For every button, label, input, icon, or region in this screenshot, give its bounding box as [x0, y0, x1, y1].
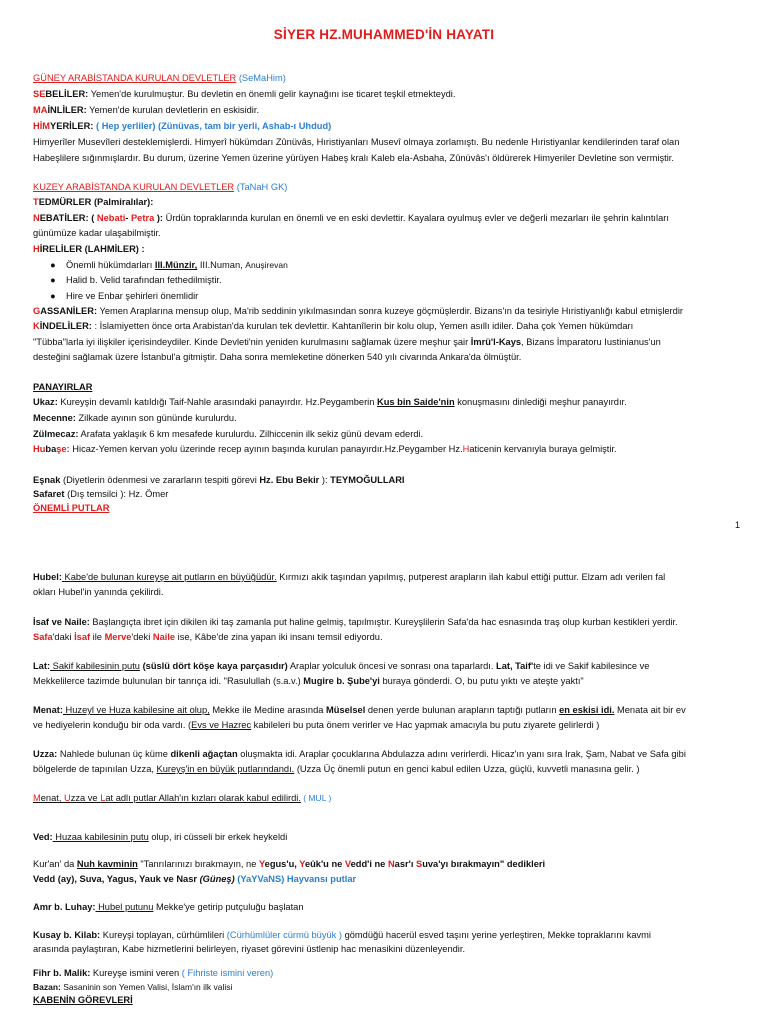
text-run: YERİLER: [50, 121, 94, 131]
entry-uzza [33, 747, 738, 762]
text-run: İRELİLER (LAHMİLER) : [39, 244, 145, 254]
text-run: Nuh kavminin [76, 859, 138, 869]
text-run: ): [154, 213, 164, 223]
text-run: oluşmakta idi. Araplar çocuklarına Abdulazza adını verirlerdi. Hicaz'ın yanı sıra Irak, Şam, Nabat ve Safa gibi [237, 749, 686, 759]
text-run: Lat: [33, 661, 51, 671]
entry-sebeliler [33, 87, 738, 102]
entry-lat [33, 659, 738, 674]
text-run: (TaNaH GK) [236, 182, 288, 192]
text-run: (süslü dört köşe kaya parçasıdır) [139, 661, 288, 671]
text-run: ise, Kâbe'de zina yapan iki insanı temsil ediyordu. [175, 632, 383, 642]
text-run: Sasaninin son Yemen Valisi, İslam'ın ilk valisi [60, 982, 233, 992]
text-run: konuşmasını dinlediği meşhur panayırdır. [454, 397, 627, 407]
text-run: Anuşirevan [245, 260, 288, 270]
entry-tedmurler [33, 195, 738, 210]
section-heading-putlar: ÖNEMLİ PUTLAR [33, 503, 110, 513]
text-run: M [33, 793, 41, 803]
text-run: N [387, 859, 395, 869]
hubel-continuation: okları Hubel'in yanında çekilirdi. [33, 587, 164, 597]
hireliler-bullet-2: Halid b. Velid tarafından fethedilmiştir. [66, 275, 222, 285]
text-run: Vedd (ay), Suva, Yagus, Yauk ve Nasr [33, 874, 200, 884]
page-number: 1 [735, 520, 741, 530]
text-run: KUZEY ARABİSTANDA KURULAN DEVLETLER [33, 182, 235, 192]
text-run: Kureyşi toplayan, cürhümlileri [100, 930, 227, 940]
text-run: buraya gönderdi. O, bu putu yıktı ve ateşte yaktı" [379, 676, 584, 686]
text-run: Zilkade ayının son gününde kurulurdu. [75, 413, 237, 423]
kindeliler-paragraph-3: desteğini sağlamak üzere İstanbul'a gitmiştir. Daha sonra memleketine dönerken 540 yılı civarında Ankara'da ölmüştür. [33, 352, 522, 362]
text-run: İNDELİLER: [39, 321, 92, 331]
text-run: İmrü'l-Kays [470, 337, 522, 347]
text-run: ve hediyelerin konduğu bir oda vardı. ( [33, 720, 192, 730]
text-run [33, 793, 301, 803]
text-run: şe: [56, 444, 70, 454]
entry-hireliler [33, 242, 738, 257]
text-run: en eskisi idi. [559, 705, 615, 715]
text-run: Başlangıçta ibret için dikilen iki taş zamanla put haline gelmiş, tapılmıştır. Kureyşlilerin Safa'da hac esnasında traş olup kurban kestikleri yerdir. [89, 617, 678, 627]
entry-esnak [33, 473, 738, 488]
bullet-icon: ● [50, 275, 56, 285]
text-run: edd'i ne [350, 859, 388, 869]
text-run: (Dış temsilci ): Hz. Ömer [64, 489, 169, 499]
text-run: gömdüğü hacerül esved taşını yerine yerleştiren, Mekke topraklarını kavmi [341, 930, 651, 940]
text-run: Hz. Ebu Bekir [259, 475, 320, 485]
text-run: bölgelerde de tapınılan Uzza, [33, 764, 157, 774]
text-run: Sakif kabilesinin putu [50, 661, 140, 671]
text-run: ( MUL ) [300, 793, 332, 803]
text-run: III.Münzir, [154, 260, 198, 270]
text-run: Ürdün topraklarında kurulan en önemli ve en eski devlettir. Kayalara oyulmuş evler ve değerli mezarları ile şehrin kalıntıları [163, 213, 669, 223]
text-run: Ukaz: [33, 397, 58, 407]
entry-kindeliler [33, 319, 738, 334]
nebatiler-continuation: günümüze kadar ulaşabilmiştir. [33, 228, 161, 238]
entry-zulmecaz [33, 427, 738, 442]
text-run: eûk'u ne [304, 859, 345, 869]
kusay-continuation: arasında paylaştıran, Kabe hizmetlerini belirleyen, riyaset görevini üstlenip hac menasikini düzenleyendir. [33, 944, 466, 954]
text-run: Evs ve Hazrec [191, 720, 252, 730]
text-run: Kureyşin devamlı katıldığı Taif-Nahle arasındaki panayırdır. Hz.Peygamberin [57, 397, 377, 407]
text-run: denen yerde bulunan arapların taptığı putların [365, 705, 560, 715]
text-run: Mekke'ye getirip putçuluğu başlatan [153, 902, 304, 912]
text-run: MA [33, 105, 48, 115]
hireliler-bullet-3: Hire ve Enbar şehirleri önemlidir [66, 291, 199, 301]
text-run: egus'u, [264, 859, 300, 869]
text-run: Safa [33, 632, 53, 642]
text-run: (YaYVaNS) [234, 874, 285, 884]
text-run: Huzaa kabilesinin putu [52, 832, 149, 842]
text-run: Mugire b. Şube'yi [303, 676, 380, 686]
entry-menat [33, 703, 738, 718]
text-run: Hicaz-Yemen kervan yolu üzerinde recep ayının başında kurulan panayırdır.Hz.Peygamber Hz. [69, 444, 463, 454]
text-run: at adlı putlar Allah'ın kızları olarak kabul edilirdi. [105, 793, 301, 803]
text-run: (Uzza Üç önemli putun en genci kabul edilen Uzza, güçlü, kuvvetli manasına gelir. ) [294, 764, 640, 774]
entry-mul [33, 791, 738, 806]
text-run: ASSANİLER: [40, 306, 98, 316]
text-run: Arafata yaklaşık 6 km mesafede kurulurdu. Zilhiccenin ilk sekiz günü devam ederdi. [78, 429, 424, 439]
text-run: Hubel putunu [95, 902, 154, 912]
text-run: İsaf [74, 632, 91, 642]
text-run: Kabe'de bulunan kureyşe ait putların en büyüğüdür. [61, 572, 277, 582]
text-run: Merve [104, 632, 132, 642]
text-run: 'deki [131, 632, 153, 642]
entry-fihr [33, 966, 738, 981]
text-run: Müselsel [326, 705, 366, 715]
text-run: zza ve [70, 793, 101, 803]
section-heading-kuzey [33, 180, 738, 195]
text-run: : İslamiyetten önce orta Arabistan'da kurulan tek devlettir. Kahtanîlerin bir kolu olup, Yemen asıllı idiler. Daha çok Yemen hükümdarı [91, 321, 634, 331]
himyeriler-paragraph-2: Habeşlilere sığınmışlardır. Bu durum, üzerine Yemen üzerine yürüyen Habeş kralı Kaleb ela-Asbaha, Zûnüvâs'ı öldürerek Himyeriler Devletine son vermiştir. [33, 153, 674, 163]
text-run: enat, [40, 793, 65, 803]
text-run: Amr b. Luhay: [33, 902, 96, 912]
text-run: Fihr b. Malik: [33, 968, 91, 978]
text-run: L [100, 793, 106, 803]
text-run: Lat, Taif' [496, 661, 534, 671]
isaf-naile-continuation [33, 630, 738, 645]
text-run: Mecenne: [33, 413, 76, 423]
text-run: Nebati [96, 213, 126, 223]
text-run: H [462, 444, 470, 454]
entry-safaret [33, 487, 738, 502]
text-run: EDMÜRLER (Palmiralılar): [38, 197, 154, 207]
text-run: Yemen Araplarına mensup olup, Ma'rib seddinin yıkılmasından sonra kuzeye göçmüşlerdir. Bizans'ın da tesiriyle Hıristiyanlığı kabul etmişlerdir [97, 306, 683, 316]
text-run: "Tanrılarınızı bırakmayın, ne [137, 859, 259, 869]
text-run: Kırmızı akik taşından yapılmış, putperest arapların ilah kabul ettiği puttur. Elzam adı verilen fal [276, 572, 666, 582]
text-run: SE [33, 89, 46, 99]
text-run: Kur'an' da [33, 859, 77, 869]
text-run: Mekke ile Medine arasında [209, 705, 327, 715]
text-run: HİM [33, 121, 51, 131]
entry-amr-luhay [33, 900, 738, 915]
text-run: İNLİLER: [47, 105, 87, 115]
text-run: Önemli hükümdarları [66, 260, 155, 270]
text-run: Kusay b. Kilab: [33, 930, 101, 940]
text-run: Eşnak [33, 475, 61, 485]
text-run: İsaf ve Naile: [33, 617, 90, 627]
document-title: SİYER HZ.MUHAMMED'İN HAYATI [273, 27, 495, 42]
entry-kusay [33, 928, 738, 943]
entry-hubel [33, 570, 738, 585]
text-run: - [125, 213, 131, 223]
hireliler-bullet-1 [66, 258, 288, 273]
text-run: TEYMOĞULLARI [330, 475, 405, 485]
text-run: G [33, 306, 41, 316]
kindeliler-paragraph-2 [33, 335, 738, 350]
text-run: "Tübba"larla iyi ilişkiler içerisindeydiler. Kinde Devleti'nin yeniden kurulmasını sağlamak üzere meşhur şair [33, 337, 471, 347]
text-run: Kureyş'in en büyük putlarındandı. [156, 764, 295, 774]
text-run: Yemen'de kurulmuştur. Bu devletin en önemli gelir kaynağını ise ticaret teşkil etmekteydi. [88, 89, 456, 99]
entry-gassaniler [33, 304, 738, 319]
text-run: Hubel: [33, 572, 62, 582]
text-run: T [33, 197, 39, 207]
text-run: GÜNEY ARABİSTANDA KURULAN DEVLETLER [33, 73, 237, 83]
text-run: H [33, 244, 40, 254]
text-run: Safaret [33, 489, 65, 499]
text-run: Uzza: [33, 749, 58, 759]
entry-nebatiler [33, 211, 738, 226]
entry-vedd-putlar [33, 872, 738, 887]
text-run: Naile [152, 632, 176, 642]
entry-ukaz [33, 395, 738, 410]
text-run: (Diyetlerin ödenmesi ve zararların tespiti görevi [60, 475, 260, 485]
entry-hubase [33, 442, 738, 457]
text-run: Y [258, 859, 265, 869]
text-run: (SeMaHim) [238, 73, 286, 83]
section-heading-panayirlar: PANAYIRLAR [33, 382, 93, 392]
text-run: , Bizans İmparatoru Iustinianus'un [521, 337, 661, 347]
text-run: Y [299, 859, 305, 869]
text-run: dikenli ağaçtan [170, 749, 238, 759]
text-run: Araplar yolculuk öncesi ve sonrası ona taparlardı. [287, 661, 497, 671]
text-run: Nahlede bulunan üç küme [57, 749, 171, 759]
text-run: N [33, 213, 40, 223]
entry-isaf-naile [33, 615, 738, 630]
bullet-icon: ● [50, 291, 56, 301]
bullet-icon: ● [50, 260, 56, 270]
text-run: K [33, 321, 40, 331]
text-run: kabileleri bu puta önem verirler ve Hac yapmak amacıyla bu putu ziyarete gelirlerdi ) [251, 720, 600, 730]
text-run: III.Numan, [197, 260, 246, 270]
section-heading-kabe: KABENİN GÖREVLERİ [33, 995, 133, 1005]
text-run: Petra [130, 213, 155, 223]
text-run: Bazan: [33, 982, 61, 992]
lat-continuation [33, 674, 738, 689]
text-run: te idi ve Sakif kabilesince ve [533, 661, 650, 671]
section-heading-guney [33, 71, 738, 86]
text-run: Mekkelilerce tazimde bulunulan bir tanrıça idi. "Rasulullah (s.a.v.) [33, 676, 304, 686]
text-run: Kus bin Saide'nin [377, 397, 455, 407]
text-run: aticenin kervanıyla buraya gelmiştir. [469, 444, 617, 454]
text-run: ( Hep yerliler) (Zünüvas, tam bir yerli, Ashab-ı Uhdud) [93, 121, 332, 131]
text-run: olup, iri cüsseli bir erkek heykeldi [148, 832, 288, 842]
text-run: BELİLER: [45, 89, 89, 99]
text-run: Huzeyl ve Huza kabilesine ait olup, [62, 705, 210, 715]
text-run: uva'yı bırakmayın" dedikleri [422, 859, 546, 869]
text-run: Yemen'de kurulan devletlerin en eskisidir. [86, 105, 260, 115]
text-run: 'daki [52, 632, 75, 642]
entry-mainliler [33, 103, 738, 118]
text-run: Hu [33, 444, 46, 454]
entry-himyeriler [33, 119, 738, 134]
text-run: ( Fihriste ismini veren) [181, 968, 274, 978]
entry-mecenne [33, 411, 738, 426]
himyeriler-paragraph-1: Himyerîler Musevîleri desteklemişlerdi. Himyerî hükümdarı Zûnüvâs, Hıristiyanları Musevî olmaya zorlamıştı. Bu nedenle Hıristiyanlar kendilerinden taraf olan [33, 137, 680, 147]
text-run: ): [319, 475, 331, 485]
text-run: V [344, 859, 351, 869]
text-run: EBATİLER: ( [39, 213, 97, 223]
text-run: U [64, 793, 71, 803]
text-run: Hayvansı putlar [284, 874, 357, 884]
entry-nuh-kavmi [33, 857, 738, 872]
text-run: Zülmecaz: [33, 429, 79, 439]
text-run: Ved: [33, 832, 53, 842]
text-run: Kureyşe ismini veren [90, 968, 182, 978]
text-run: (Güneş) [199, 874, 235, 884]
text-run: asr'ı [394, 859, 416, 869]
entry-ved [33, 830, 738, 845]
text-run: (Cürhümlüler cürmü büyük ) [226, 930, 342, 940]
menat-continuation [33, 718, 738, 733]
text-run: S [416, 859, 423, 869]
text-run: Menata ait bir ev [614, 705, 686, 715]
text-run: ba [45, 444, 57, 454]
uzza-continuation [33, 762, 738, 777]
text-run: ile [90, 632, 105, 642]
text-run: Menat: [33, 705, 63, 715]
